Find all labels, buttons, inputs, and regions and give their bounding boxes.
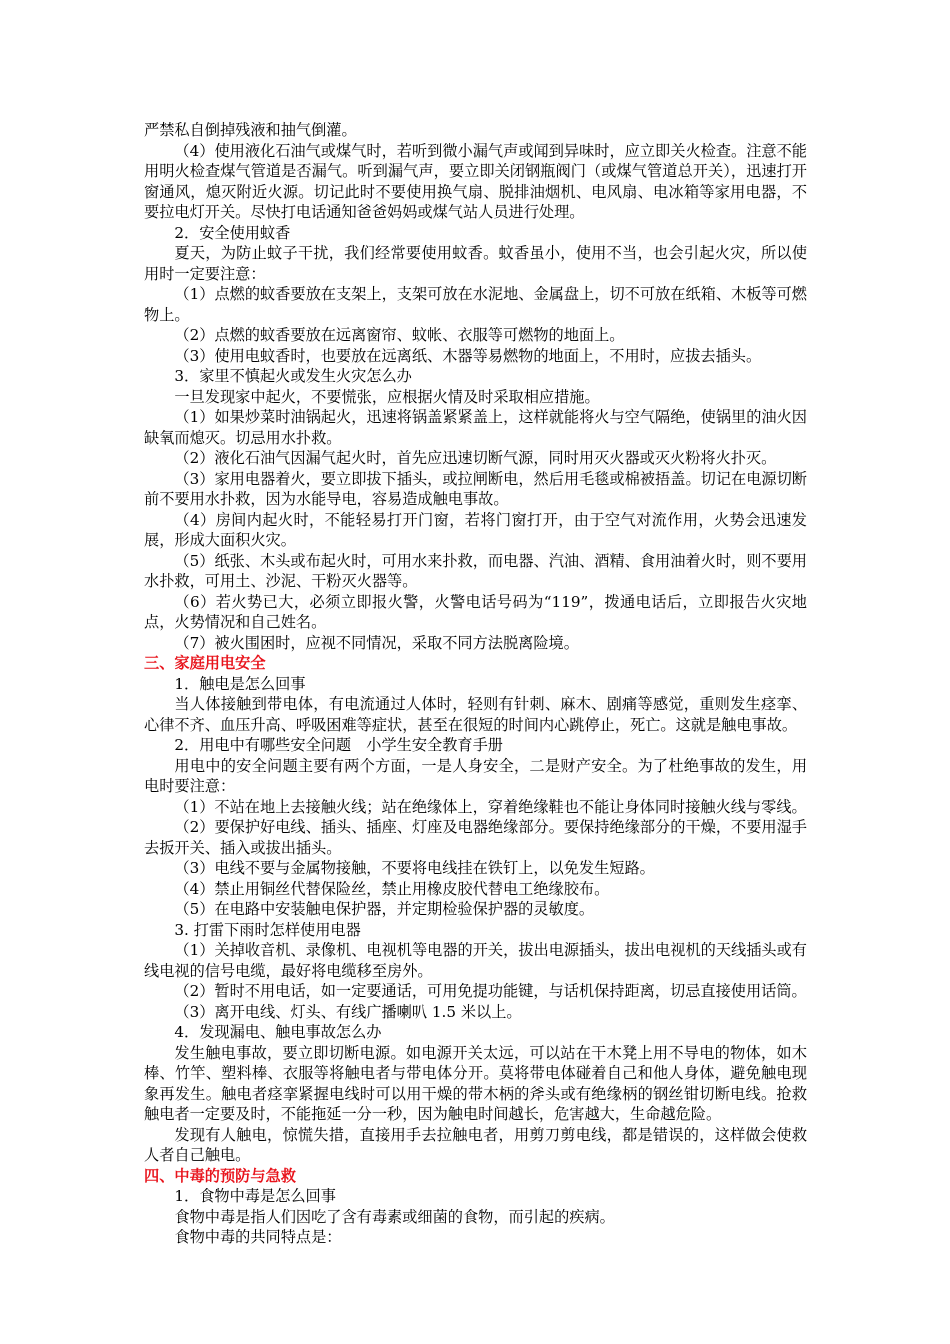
paragraph: （2）点燃的蚊香要放在远离窗帘、蚊帐、衣服等可燃物的地面上。 — [174, 326, 625, 344]
paragraph: （2）液化石油气因漏气起火时，首先应迅速切断气源，同时用灭火器或灭火粉将火扑灭。 — [174, 449, 777, 467]
paragraph: （3）使用电蚊香时，也要放在远离纸、木器等易燃物的地面上，不用时，应拔去插头。 — [174, 346, 762, 365]
paragraph: （2）要保护好电线、插头、插座、灯座及电器绝缘部分。要保持绝缘部分的干燥，不要用湿手去扳开关、插入或拔出插头。 — [144, 818, 807, 857]
paragraph: （2）暂时不用电话，如一定要通话，可用免提功能键，与话机保持距离，切忌直接使用话筒。 — [174, 982, 807, 1000]
paragraph: （4）禁止用铜丝代替保险丝，禁止用橡皮胶代替电工绝缘胶布。 — [174, 879, 610, 898]
paragraph: 3. 打雷下雨时怎样使用电器 — [174, 920, 361, 939]
paragraph: 严禁私自倒掉残液和抽气倒灌。 — [144, 121, 357, 139]
section-heading: 四、中毒的预防与急救 — [144, 1166, 296, 1185]
paragraph: 2．用电中有哪些安全问题 小学生安全教育手册 — [174, 736, 503, 754]
paragraph: 当人体接触到带电体，有电流通过人体时，轻则有针刺、麻木、剧痛等感觉，重则发生痉挛、心律不齐、血压升高、呼吸困难等症状，甚至在很短的时间内心跳停止，死亡。这就是触电事故。 — [144, 695, 807, 734]
paragraph: 1．触电是怎么回事 — [174, 674, 306, 693]
paragraph: 发现有人触电，惊慌失措，直接用手去拉触电者，用剪刀剪电线，都是错误的，这样做会使救人者自己触电。 — [144, 1125, 807, 1164]
paragraph: 3．家里不慎起火或发生火灾怎么办 — [174, 367, 412, 385]
paragraph: （3）离开电线、灯头、有线广播喇叭 1.5 米以上。 — [174, 1002, 522, 1021]
paragraph: 食物中毒是指人们因吃了含有毒素或细菌的食物，而引起的疾病。 — [174, 1207, 615, 1226]
paragraph: （3）家用电器着火，要立即拔下插头，或拉闸断电，然后用毛毯或棉被捂盖。切记在电源切断前不要用水扑救，因为水能导电，容易造成触电事故。 — [144, 469, 807, 508]
paragraph: （5）在电路中安装触电保护器，并定期检验保护器的灵敏度。 — [174, 900, 595, 918]
paragraph: （4）房间内起火时，不能轻易打开门窗，若将门窗打开，由于空气对流作用，火势会迅速发展，形成大面积火灾。 — [144, 510, 807, 549]
paragraph: （6）若火势已大，必须立即报火警，火警电话号码为“119”，拨通电话后，立即报告火灾地点，火势情况和自己姓名。 — [144, 592, 807, 631]
paragraph: 夏天，为防止蚊子干扰，我们经常要使用蚊香。蚊香虽小，使用不当，也会引起火灾，所以使用时一定要注意： — [144, 244, 807, 283]
paragraph: 用电中的安全问题主要有两个方面，一是人身安全，二是财产安全。为了杜绝事故的发生，用电时要注意： — [144, 756, 807, 795]
paragraph: （1）关掉收音机、录像机、电视机等电器的开关，拔出电源插头，拔出电视机的天线插头或有线电视的信号电缆，最好将电缆移至房外。 — [144, 941, 807, 980]
paragraph: 2．安全使用蚊香 — [174, 223, 291, 242]
paragraph: （3）电线不要与金属物接触，不要将电线挂在铁钉上，以免发生短路。 — [174, 859, 655, 877]
paragraph: 发生触电事故，要立即切断电源。如电源开关太远，可以站在干木凳上用不导电的物体，如木棒、竹竿、塑料棒、衣服等将触电者与带电体分开。莫将带电体碰着自己和他人身体，避免触电现象再发生。触电者痉挛紧握电线时可以用干燥的带木柄的斧头或有绝缘柄的钢丝钳切断电线。抢救触电者一定要及时，不能拖延一分一秒，因为触电时间越长，危害越大，生命越危险。 — [144, 1043, 807, 1123]
paragraph: 1．食物中毒是怎么回事 — [174, 1187, 336, 1205]
paragraph: 4．发现漏电、触电事故怎么办 — [174, 1023, 382, 1041]
paragraph: （1）不站在地上去接触火线；站在绝缘体上，穿着绝缘鞋也不能让身体同时接触火线与零线。 — [174, 797, 807, 816]
section-heading: 三、家庭用电安全 — [144, 654, 266, 672]
paragraph: 食物中毒的共同特点是： — [174, 1228, 342, 1246]
paragraph: （4）使用液化石油气或煤气时，若听到微小漏气声或闻到异味时，应立即关火检查。注意不能用明火检查煤气管道是否漏气。听到漏气声，要立即关闭钢瓶阀门（或煤气管道总开关），迅速打开窗通风，熄灭附近火源。切记此时不要使用换气扇、脱排油烟机、电风扇、电冰箱等家用电器，不要拉电灯开关。尽快打电话通知爸爸妈妈或煤气站人员进行处理。 — [144, 141, 807, 221]
paragraph: （1）点燃的蚊香要放在支架上，支架可放在水泥地、金属盘上，切不可放在纸箱、木板等可燃物上。 — [144, 285, 807, 324]
paragraph: （1）如果炒菜时油锅起火，迅速将锅盖紧紧盖上，这样就能将火与空气隔绝，使锅里的油火因缺氧而熄灭。切忌用水扑救。 — [144, 408, 807, 447]
paragraph: （7）被火围困时，应视不同情况，采取不同方法脱离险境。 — [174, 633, 579, 652]
paragraph: （5）纸张、木头或布起火时，可用水来扑救，而电器、汽油、酒精、食用油着火时，则不要用水扑救，可用土、沙泥、干粉灭火器等。 — [144, 551, 807, 590]
paragraph: 一旦发现家中起火，不要慌张，应根据火情及时采取相应措施。 — [174, 387, 600, 406]
